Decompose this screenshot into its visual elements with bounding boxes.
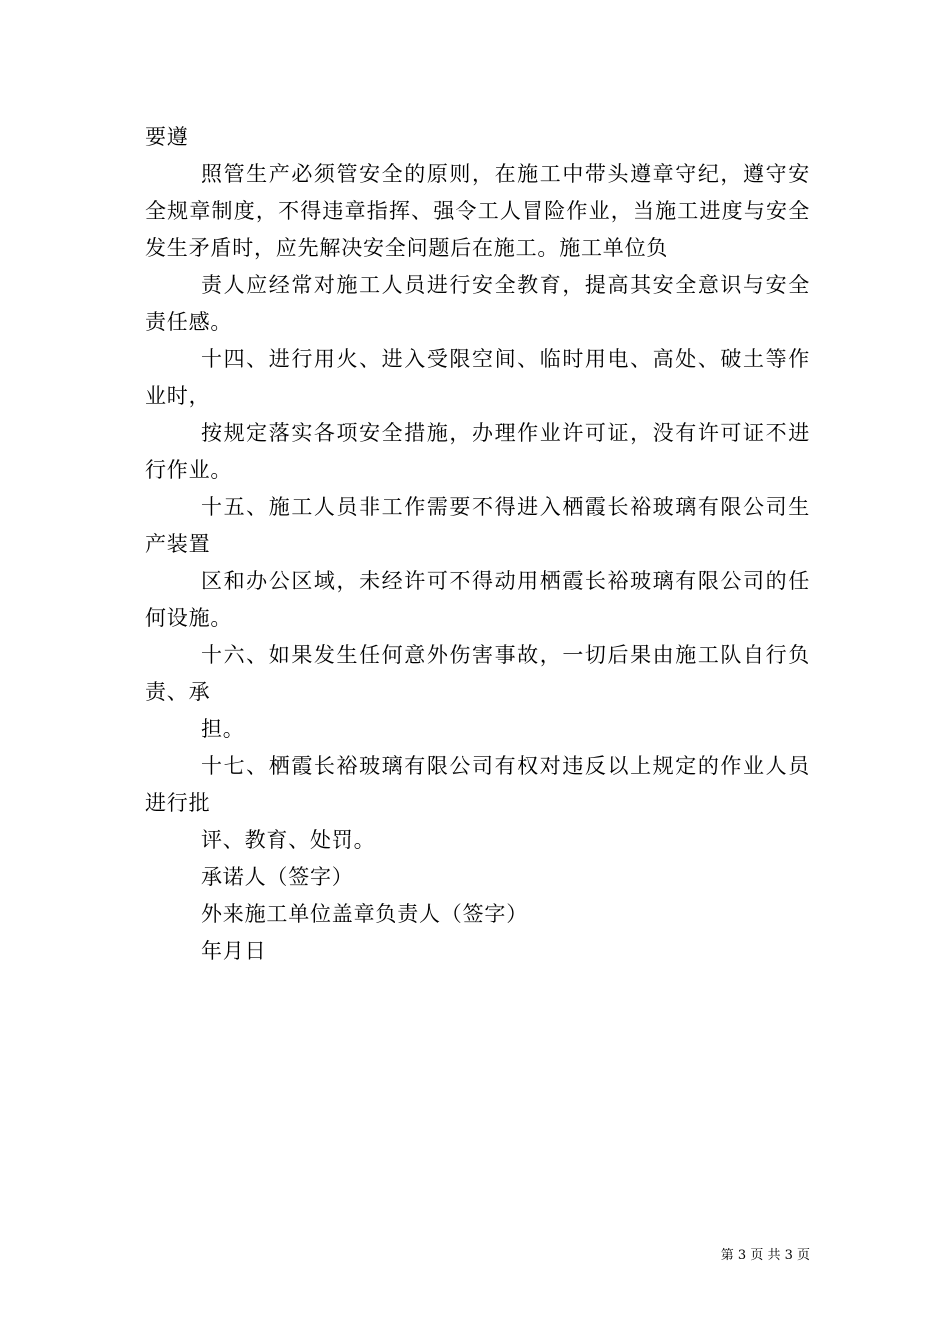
paragraph-4: 十四、进行用火、进入受限空间、临时用电、高处、破土等作业时， bbox=[145, 347, 810, 408]
paragraph-7: 区和办公区域，未经许可不得动用栖霞长裕玻璃有限公司的任何设施。 bbox=[145, 569, 810, 630]
paragraph-11: 评、教育、处罚。 bbox=[201, 828, 376, 852]
document-body bbox=[145, 119, 810, 970]
paragraph-9: 担。 bbox=[201, 717, 245, 741]
paragraph-8: 十六、如果发生任何意外伤害事故，一切后果由施工队自行负责、承 bbox=[145, 643, 810, 704]
paragraph-3: 责人应经常对施工人员进行安全教育，提高其安全意识与安全责任感。 bbox=[145, 273, 810, 334]
paragraph-10: 十七、栖霞长裕玻璃有限公司有权对违反以上规定的作业人员进行批 bbox=[145, 754, 810, 815]
paragraph-2: 照管生产必须管安全的原则，在施工中带头遵章守纪，遵守安全规章制度，不得违章指挥、强令工人冒险作业，当施工进度与安全发生矛盾时，应先解决安全问题后在施工。施工单位负 bbox=[145, 162, 810, 260]
paragraph-6: 十五、施工人员非工作需要不得进入栖霞长裕玻璃有限公司生产装置 bbox=[145, 495, 810, 556]
signature-contractor: 外来施工单位盖章负责人（签字） bbox=[201, 902, 528, 926]
page-number: 第 3 页 共 3 页 bbox=[720, 1248, 810, 1263]
signature-promisor: 承诺人（签字） bbox=[201, 865, 354, 889]
paragraph-5: 按规定落实各项安全措施，办理作业许可证，没有许可证不进行作业。 bbox=[145, 421, 810, 482]
paragraph-1: 要遵 bbox=[145, 125, 189, 149]
signature-date: 年月日 bbox=[201, 939, 267, 963]
